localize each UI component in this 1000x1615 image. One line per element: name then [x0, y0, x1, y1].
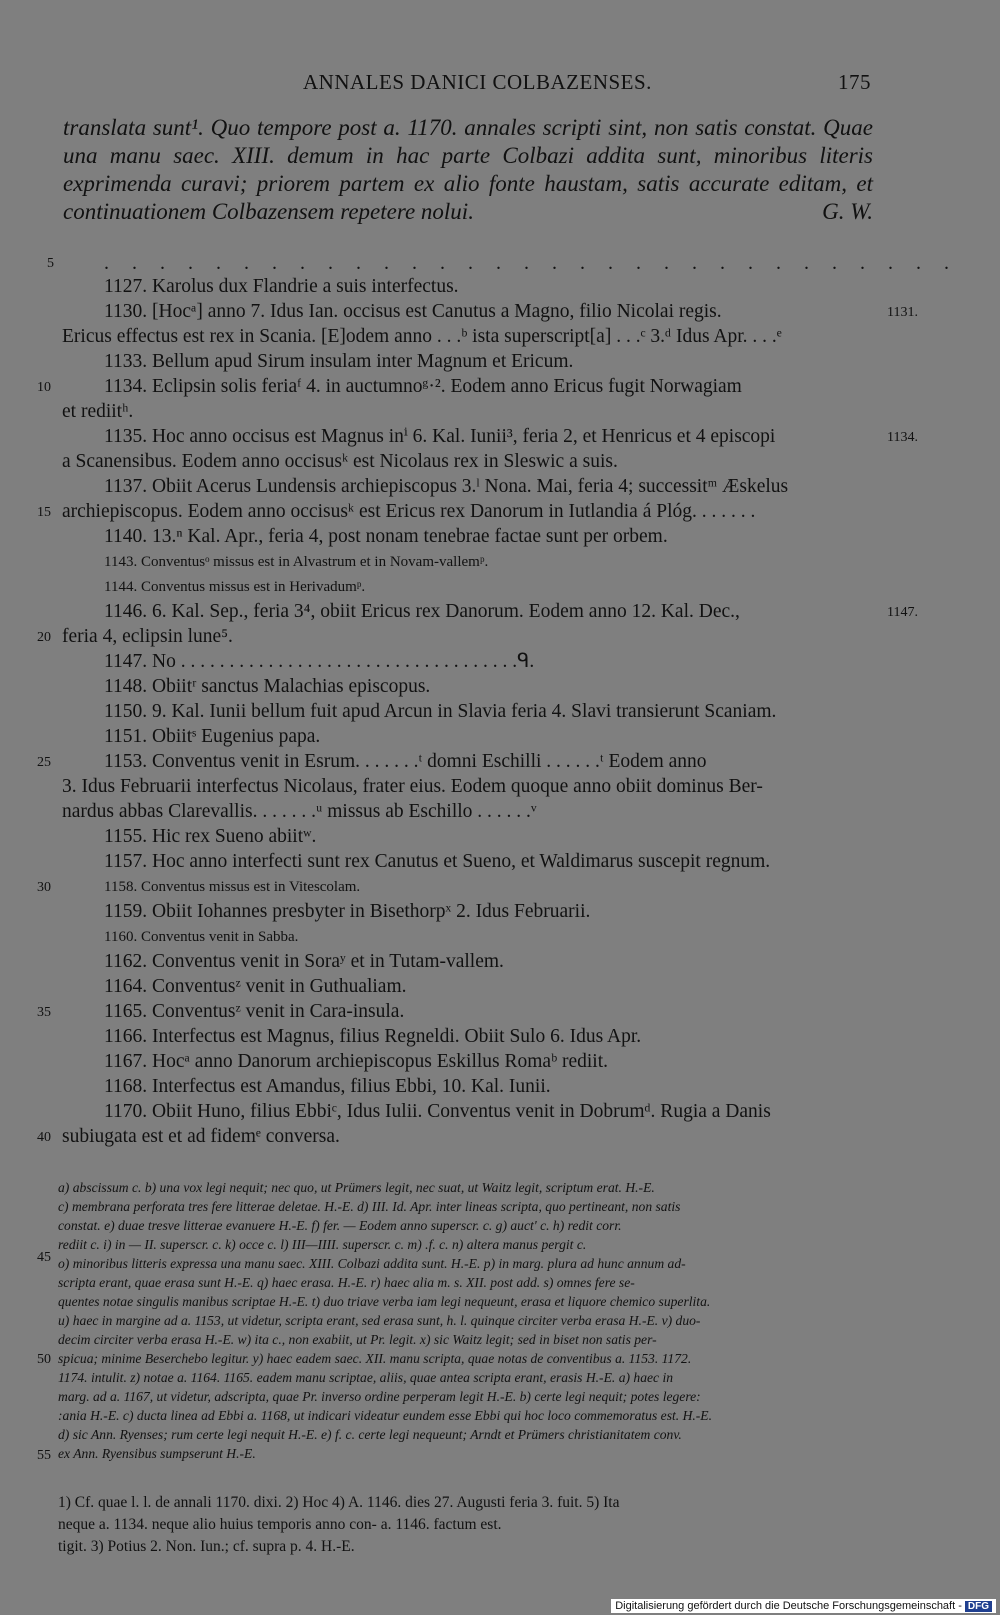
annal-line: nardus abbas Clarevallis. . . . . . .ᵘ missus ab Eschillo . . . . . .ᵛ: [62, 801, 537, 822]
annal-line: 1151. Obiitˢ Eugenius papa.: [104, 726, 321, 747]
annal-line: 1146. 6. Kal. Sep., feria 3⁴, obiit Ericus rex Danorum. Eodem anno 12. Kal. Dec.,: [104, 601, 740, 622]
margin-year-ref: 1134.: [887, 430, 918, 445]
footnote-line: d) sic Ann. Ryenses; rum certe legi nequit H.-E. e) f. c. certe legi nequeunt; Arndt et Prümers christianitatem conv.: [58, 1427, 682, 1442]
annal-line: 1168. Interfectus est Amandus, filius Ebbi, 10. Kal. Iunii.: [104, 1076, 551, 1097]
digitization-credit: [611, 1599, 996, 1613]
note-line: tigit. 3) Potius 2. Non. Iun.; cf. supra p. 4. H.-E.: [58, 1538, 355, 1555]
annal-line: 3. Idus Februarii interfectus Nicolaus, frater eius. Eodem quoque anno obiit dominus Ber-: [62, 776, 763, 797]
footnote-line: scripta erant, quae erasa sunt H.-E. q) haec erasa. H.-E. r) haec alia m. s. XII. post add. s) omnes fere se-: [58, 1275, 635, 1290]
footnote-line: decim circiter verba erasa H.-E. w) ita c., non exabiit, ut Pr. legit. x) sic Waitz legit; sed in biset non satis per-: [58, 1332, 657, 1347]
margin-line-number: 20: [37, 630, 51, 645]
margin-line-number: 40: [37, 1130, 51, 1145]
annal-line: 1157. Hoc anno interfecti sunt rex Canutus et Sueno, et Waldimarus suscepit regnum.: [104, 851, 771, 872]
footnote-line: c) membrana perforata tres fere litterae deletae. H.-E. d) III. Id. Apr. inter lineas scripta, quo pertineant, non satis: [58, 1199, 681, 1214]
annal-line: 1159. Obiit Iohannes presbyter in Bisethorpˣ 2. Idus Februarii.: [104, 901, 591, 922]
footnote-line: a) abscissum c. b) una vox legi nequit; nec quo, ut Prümers legit, nec suat, ut Waitz legit, scriptum erat. H.-E.: [58, 1180, 655, 1195]
intro-signature: G. W.: [822, 199, 873, 224]
annal-line: 1130. [Hocᵃ] anno 7. Idus Ian. occisus est Canutus a Magno, filio Nicolai regis.: [104, 301, 722, 322]
margin-line-number: 35: [37, 1005, 51, 1020]
annal-line: 1165. Conventusᶻ venit in Cara-insula.: [104, 1001, 405, 1022]
intro-text: translata sunt¹. Quo tempore post a. 1170. annales scripti sint, non satis constat. Quae una manu saec. XIII. demum in hac parte Colbazi addita sunt, minoribus literis exprimenda curavi; priorem partem ex alio fonte haustam, satis accurate editam, et continuationem Colbazensem repetere nolui.: [63, 115, 873, 224]
margin-line-number: 45: [37, 1250, 51, 1265]
annal-line: 1148. Obiitʳ sanctus Malachias episcopus.: [104, 676, 431, 697]
intro-paragraph: [63, 114, 873, 226]
note-line: neque a. 1134. neque alio huius temporis anno con- a. 1146. factum est.: [58, 1516, 502, 1533]
margin-line-number: 10: [37, 380, 51, 395]
page-number: 175: [838, 70, 871, 94]
margin-line-number: 25: [37, 755, 51, 770]
margin-line-number: 55: [37, 1448, 51, 1463]
annal-line: Ericus effectus est rex in Scania. [E]odem anno . . .ᵇ ista superscript[a] . . .ᶜ 3.ᵈ Idus Apr. . . .ᵉ: [62, 326, 782, 347]
annal-line: et rediitʰ.: [62, 401, 134, 422]
annal-line: 1160. Conventus venit in Sabba.: [104, 929, 299, 945]
annal-line: 1127. Karolus dux Flandrie a suis interfectus.: [104, 276, 459, 297]
margin-line-number: 5: [47, 256, 54, 271]
annal-line: 1153. Conventus venit in Esrum. . . . . . .ᵗ domni Eschilli . . . . . .ᵗ Eodem anno: [104, 751, 707, 772]
footnote-line: u) haec in margine ad a. 1153, ut videtur, scripta erant, sed erasa sunt, h. l. quinque circiter verba erasa H.-E. v) duo-: [58, 1313, 701, 1328]
margin-year-ref: 1131.: [887, 305, 918, 320]
annal-line: 1140. 13.ⁿ Kal. Apr., feria 4, post nonam tenebrae factae sunt per orbem.: [104, 526, 668, 547]
margin-line-number: 50: [37, 1352, 51, 1367]
ellipsis-row: . . . . . . . . . . . . . . . . . . . . . . . . . . . . . . .: [104, 252, 958, 274]
footnote-line: spicua; minime Beserchebo legitur. y) haec eadem saec. XII. manu scripta, quae notas de conventibus a. 1153. 1172.: [58, 1351, 692, 1366]
annal-line: archiepiscopus. Eodem anno occisusᵏ est Ericus rex Danorum in Iutlandia á Plóg. . . . . . .: [62, 501, 756, 522]
annal-line: 1144. Conventus missus est in Herivadumᵖ.: [104, 579, 366, 595]
annal-line: 1150. 9. Kal. Iunii bellum fuit apud Arcun in Slavia feria 4. Slavi transierunt Scaniam.: [104, 701, 777, 722]
annal-line: 1166. Interfectus est Magnus, filius Regneldi. Obiit Sulo 6. Idus Apr.: [104, 1026, 642, 1047]
footnote-line: :ania H.-E. c) ducta linea ad Ebbi a. 1168, ut indicari videatur eundem esse Ebbi qui hoc loco commemoratus est. H.-E.: [58, 1408, 713, 1423]
footnote-line: constat. e) duae tresve litterae evanuere H.-E. f) fer. — Eodem anno superscr. c. g) auct' c. h) redit corr.: [58, 1218, 622, 1233]
note-line: 1) Cf. quae l. l. de annali 1170. dixi. 2) Hoc 4) A. 1146. dies 27. Augusti feria 3. fuit. 5) Ita: [58, 1494, 620, 1511]
annal-line: 1158. Conventus missus est in Vitescolam.: [104, 879, 361, 895]
annal-line: 1162. Conventus venit in Soraʸ et in Tutam-vallem.: [104, 951, 504, 972]
footnote-line: rediit c. i) in — II. superscr. c. k) occe c. l) III—IIII. superscr. c. m) .f. c. n) altera manus pergit c.: [58, 1237, 587, 1252]
margin-year-ref: 1147.: [887, 605, 918, 620]
credit-text: Digitalisierung gefördert durch die Deutsche Forschungsgemeinschaft -: [615, 1600, 962, 1612]
annal-line: feria 4, eclipsin lune⁵.: [62, 626, 233, 647]
dfg-logo: DFG: [965, 1601, 992, 1612]
annal-line: 1167. Hocᵃ anno Danorum archiepiscopus Eskillus Romaᵇ rediit.: [104, 1051, 609, 1072]
annal-line: 1164. Conventusᶻ venit in Guthualiam.: [104, 976, 407, 997]
footnote-line: o) minoribus litteris expressa una manu saec. XIII. Colbazi addita sunt. H.-E. p) in marg. plura ad hunc annum ad-: [58, 1256, 686, 1271]
annal-line: 1170. Obiit Huno, filius Ebbiᶜ, Idus Iulii. Conventus venit in Dobrumᵈ. Rugia a Danis: [104, 1101, 771, 1122]
annal-line: 1133. Bellum apud Sirum insulam inter Magnum et Ericum.: [104, 351, 574, 372]
footnote-line: ex Ann. Ryensibus sumpserunt H.-E.: [58, 1446, 256, 1461]
annal-line: 1155. Hic rex Sueno abiitʷ.: [104, 826, 317, 847]
annal-line: subiugata est et ad fidemᵉ conversa.: [62, 1126, 340, 1147]
annal-line: 1147. No . . . . . . . . . . . . . . . . . . . . . . . . . . . . . . . . . . .ᑫ.: [104, 651, 535, 672]
running-head: ANNALES DANICI COLBAZENSES.: [303, 70, 652, 94]
margin-line-number: 30: [37, 880, 51, 895]
annal-line: 1143. Conventusᵒ missus est in Alvastrum et in Novam-vallemᵖ.: [104, 554, 489, 570]
annal-line: 1135. Hoc anno occisus est Magnus inⁱ 6. Kal. Iunii³, feria 2, et Henricus et 4 episcopi: [104, 426, 776, 447]
footnote-line: quentes notae singulis manibus scriptae H.-E. t) duo triave verba iam legi nequeunt, erasa et liquore chemico superlita.: [58, 1294, 711, 1309]
annal-line: 1134. Eclipsin solis feriaᶠ 4. in auctumnoᵍ·². Eodem anno Ericus fugit Norwagiam: [104, 376, 742, 397]
annal-line: a Scanensibus. Eodem anno occisusᵏ est Nicolaus rex in Sleswic a suis.: [62, 451, 618, 472]
footnote-line: marg. ad a. 1167, ut videtur, adscripta, quae Pr. inverso ordine perperam legit H.-E. b) certe legi nequit; potes legere:: [58, 1389, 701, 1404]
margin-line-number: 15: [37, 505, 51, 520]
footnote-line: 1174. intulit. z) notae a. 1164. 1165. eadem manu scriptae, aliis, quae antea scripta erant, erasis H.-E. a) haec in: [58, 1370, 674, 1385]
annal-line: 1137. Obiit Acerus Lundensis archiepiscopus 3.ˡ Nona. Mai, feria 4; successitᵐ Æskelus: [104, 476, 789, 497]
